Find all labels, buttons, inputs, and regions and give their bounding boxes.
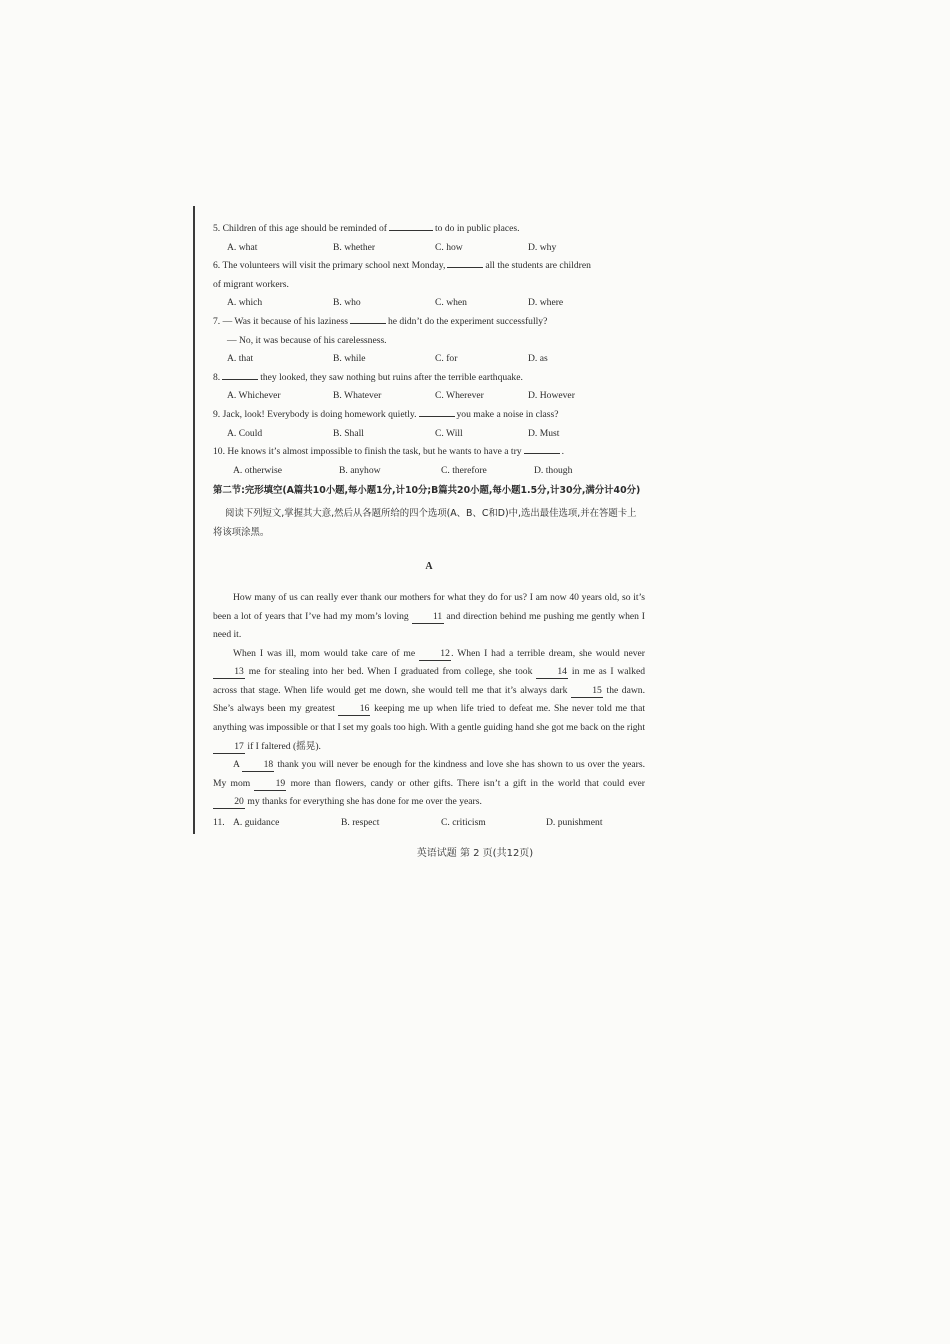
option-b: B. whether [333,241,376,253]
option-d: D. Must [528,427,560,439]
question-9: 9. Jack, look! Everybody is doing homework quietly. you make a noise in class? [213,406,645,425]
option-b: B. while [333,353,366,365]
question-9-options [213,425,645,444]
option-a: A. Could [227,427,263,439]
blank-number: 19 [254,778,286,791]
blank-number: 12 [419,648,451,661]
option-b: B. respect [341,817,380,829]
blank-number: 17 [213,741,245,754]
blank-number: 16 [338,703,370,716]
option-c: C. for [435,353,458,365]
question-7-reply: — No, it was because of his carelessness. [227,334,387,346]
page-footer: 英语试题 第 2 页(共12页) [416,848,534,859]
section-2-instruction: 阅读下列短文,掌握其大意,然后从各题所给的四个选项(A、B、C和D)中,选出最佳选项,并在答题卡上将该项涂黑。 [213,508,637,539]
option-b: B. who [333,297,361,309]
blank-number: 11 [412,611,444,624]
option-a: A. Whichever [227,390,281,402]
option-c: C. when [435,297,467,309]
option-b: B. Shall [333,427,364,439]
option-b: B. anyhow [339,464,381,476]
option-c: C. how [435,241,463,253]
option-c: C. Wherever [435,390,484,402]
section-2-heading: 第二节:完形填空(A篇共10小题,每小题1分,计10分;B篇共20小题,每小题1.5分,计30分,满分计40分) [213,485,641,497]
question-11: 11. A. guidance B. respect C. criticism D. punishment [213,814,645,833]
option-d: D. where [528,297,564,309]
question-7-options [213,350,645,369]
option-c: C. criticism [441,817,486,829]
answer-blank [222,369,258,380]
question-10-options [213,462,645,481]
question-5-options [213,239,645,258]
blank-number: 14 [536,666,568,679]
question-7: 7. — Was it because of his laziness he didn’t do the experiment successfully? [213,313,645,332]
question-6: 6. The volunteers will visit the primary school next Monday, all the students are children [213,257,645,276]
option-d: D. However [528,390,575,402]
option-c: C. therefore [441,464,487,476]
option-d: D. as [528,353,548,365]
option-d: D. though [534,464,573,476]
option-d: D. why [528,241,557,253]
passage-paragraph-3: A 18 thank you will never be enough for the kindness and love she has shown to us over the years. My mom 19 more than flowers, candy or other gifts. There isn’t a gift in the world that could ever 20 my thanks for everything she has done for me over the years. [213,759,646,808]
option-d: D. punishment [546,817,603,829]
answer-blank [389,220,433,231]
question-6-options [213,294,645,313]
option-b: B. Whatever [333,390,382,402]
question-6-continued: of migrant workers. [213,278,289,290]
option-c: C. Will [435,427,463,439]
question-5: 5. Children of this age should be reminded of to do in public places. [213,220,645,239]
option-a: A. which [227,297,263,309]
passage-paragraph-1: How many of us can really ever thank our mothers for what they do for us? I am now 40 years old, so it’s been a lot of years that I’ve had my mom’s loving 11 and direction behind me pushing me gently when I need it. [213,591,645,641]
blank-number: 18 [242,759,274,772]
passage-paragraph-2: When I was ill, mom would take care of me 12. When I had a terrible dream, she would never 13 me for stealing into her bed. When I graduated from college, she took 14 in me as I walked across that stage. When life would get me down, she would tell me that it’s always dark 15 the dawn. She’s always been my greatest 16 keeping me up when life tried to defeat me. She never told me that anything was impossible or that I set my goals too high. With a gentle guiding hand she got me back on the right 17 if I faltered (摇晃). [213,647,646,752]
answer-blank [350,313,386,324]
option-a: A. what [227,241,258,253]
option-a: A. otherwise [233,464,283,476]
option-a: A. guidance [233,817,280,829]
answer-blank [524,443,560,454]
blank-number: 15 [571,685,603,698]
exam-content [213,220,645,833]
answer-blank [447,257,483,268]
question-8: 8. they looked, they saw nothing but ruins after the terrible earthquake. [213,369,645,388]
blank-number: 20 [213,796,245,809]
answer-blank [419,406,455,417]
option-a: A. that [227,353,254,365]
passage-title: A [425,561,433,573]
question-10: 10. He knows it’s almost impossible to finish the task, but he wants to have a try . [213,443,645,462]
blank-number: 13 [213,666,245,679]
left-margin-rule [193,206,195,834]
question-8-options [213,387,645,406]
